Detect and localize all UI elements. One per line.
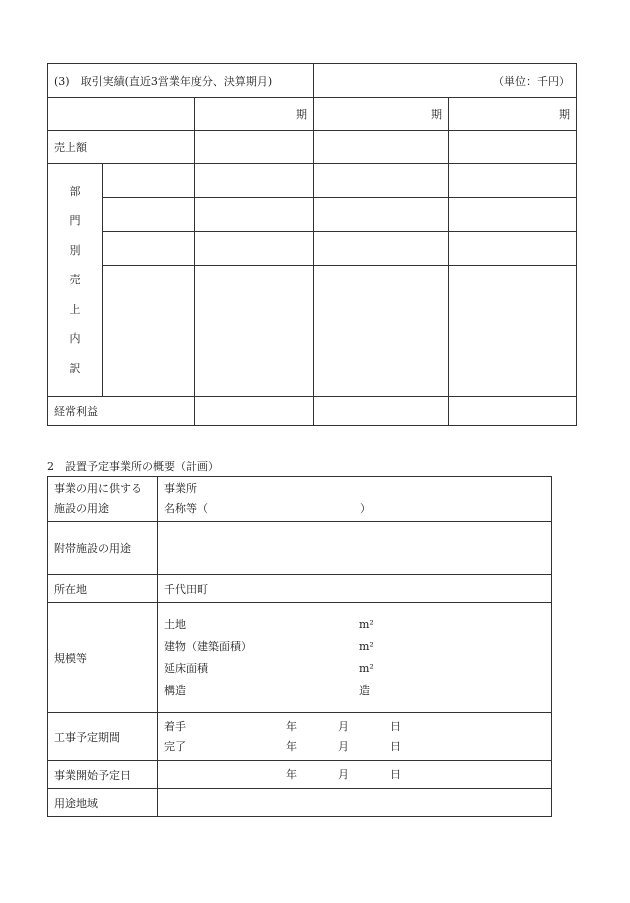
annex-value (158, 522, 552, 575)
use-label: 事業の用に供する 施設の用途 (48, 477, 158, 522)
trade-record-table (47, 63, 577, 426)
breakdown-label: 部 門 別 売 上 内 訳 (48, 164, 103, 397)
annex-label: 附帯施設の用途 (48, 522, 158, 575)
opening-label: 事業開始予定日 (48, 761, 158, 789)
office-cell: 事業所 名称等（ ） (158, 477, 552, 522)
period-header-2: 期 (314, 98, 449, 131)
period-header-1: 期 (195, 98, 314, 131)
zoning-value (158, 789, 552, 817)
ordinary-profit-label: 経常利益 (48, 397, 195, 426)
section2-heading: 2 設置予定事業所の概要（計画） (47, 460, 219, 473)
scale-values: 土地 m² 建物（建築面積） m² 延床面積 m² 構造 造 (158, 603, 552, 713)
construction-label: 工事予定期間 (48, 713, 158, 761)
location-value: 千代田町 (158, 575, 552, 603)
section3-title: (3) 取引実績(直近3営業年度分、決算期月) (48, 64, 314, 98)
zoning-label: 用途地域 (48, 789, 158, 817)
sales-label: 売上額 (48, 131, 195, 164)
scale-label: 規模等 (48, 603, 158, 713)
unit-label: （単位：千円） (314, 64, 577, 98)
construction-values: 着手 年 月 日 完了 年 月 日 (158, 713, 552, 761)
opening-values: 年 月 日 (158, 761, 552, 789)
location-label: 所在地 (48, 575, 158, 603)
office-overview-table (47, 476, 552, 817)
period-header-3: 期 (449, 98, 577, 131)
